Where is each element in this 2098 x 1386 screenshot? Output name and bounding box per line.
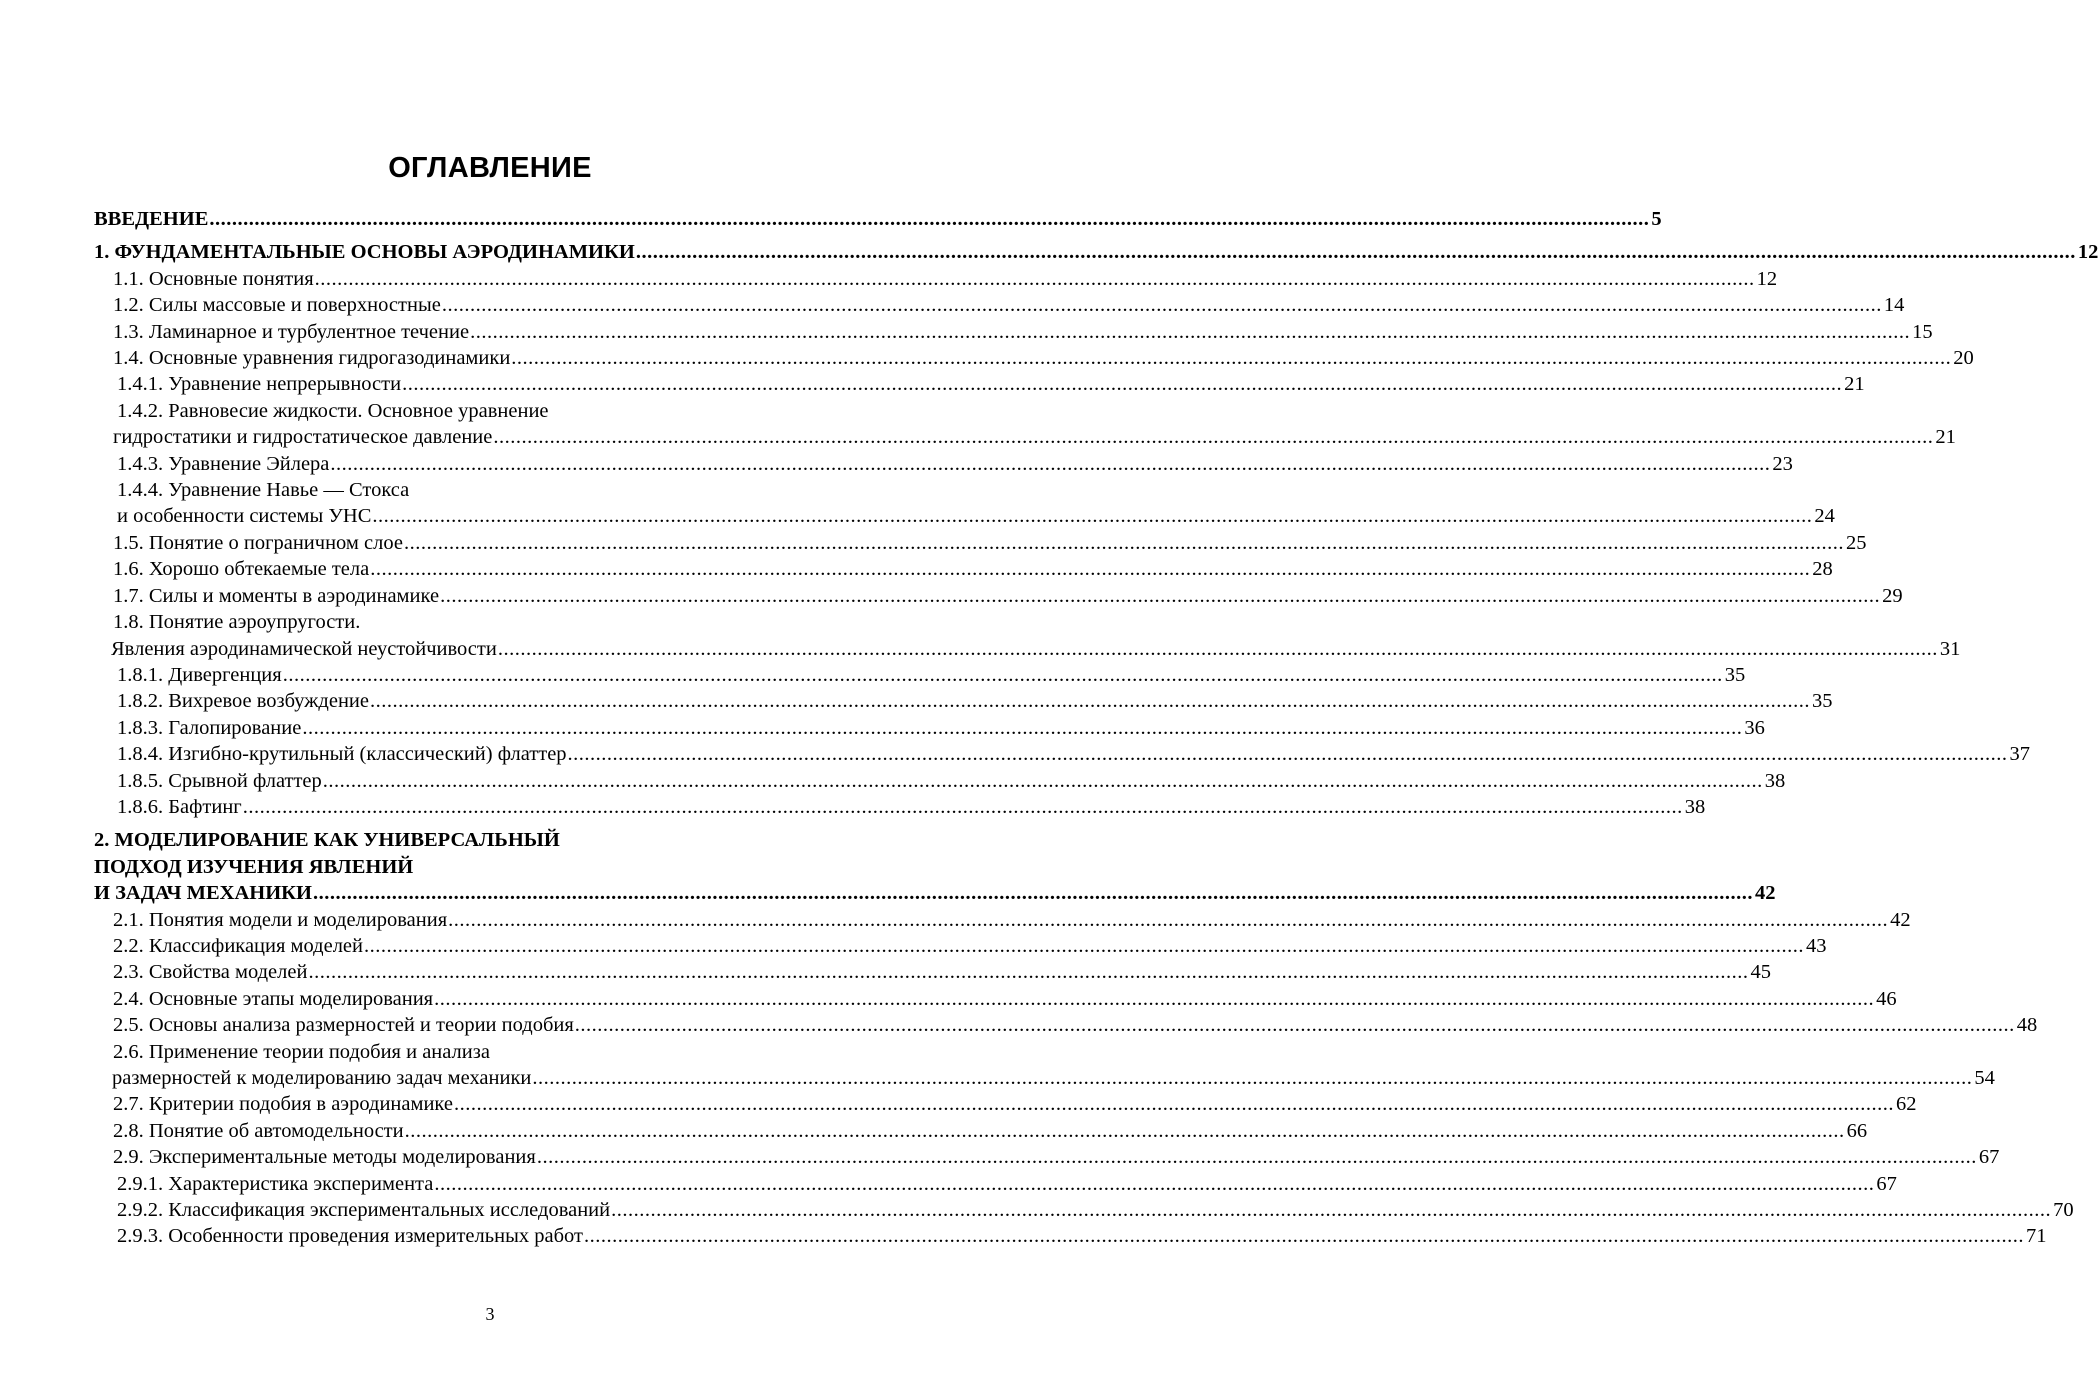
- toc-entry-title: 2.7. Критерии подобия в аэродинамике: [113, 1093, 453, 1116]
- toc-entry-page: 29: [1882, 584, 1903, 607]
- dot-leader: [404, 530, 1844, 556]
- toc-entry-1-4-3[interactable]: [0, 451, 1793, 477]
- toc-entry-title: 1.6. Хорошо обтекаемые тела: [113, 558, 370, 581]
- toc-entry-title-line: 2. МОДЕЛИРОВАНИЕ КАК УНИВЕРСАЛЬНЫЙ: [94, 829, 560, 852]
- toc-entry-2-7[interactable]: [0, 1091, 1917, 1117]
- dot-leader: [440, 583, 1880, 609]
- toc-entry-1-5[interactable]: [0, 530, 1867, 556]
- toc-entry-1-7[interactable]: [0, 583, 1903, 609]
- toc-entry-1-3[interactable]: [0, 319, 1933, 345]
- toc-entry-page: 25: [1845, 531, 1867, 554]
- toc-entry-title: 1.4. Основные уравнения гидрогазодинамики: [113, 347, 511, 370]
- toc-entry-1-6[interactable]: [0, 556, 1833, 582]
- toc-entry-page: 42: [1755, 882, 1776, 905]
- toc-entry-title: Явления аэродинамической неустойчивости: [111, 637, 497, 660]
- toc-entry-title: 1. ФУНДАМЕНТАЛЬНЫЕ ОСНОВЫ АЭРОДИНАМИКИ: [94, 241, 635, 264]
- toc-entry-1-8-5[interactable]: [0, 768, 1786, 794]
- toc-entry-title: 1.8.2. Вихревое возбуждение: [117, 690, 370, 713]
- dot-leader: [364, 933, 1804, 959]
- toc-entry-2-3[interactable]: [0, 959, 1771, 985]
- dot-leader: [405, 1118, 1845, 1144]
- toc-entry-1-8-1[interactable]: [0, 662, 1746, 688]
- toc-entry-page: 12: [2077, 241, 2098, 264]
- dot-leader: [434, 1171, 1874, 1197]
- toc-entry-page: 12: [1756, 267, 1778, 290]
- toc-entry-page: 24: [1814, 505, 1835, 528]
- dot-leader: [370, 688, 1810, 714]
- toc-entry-2-8[interactable]: [0, 1118, 1868, 1144]
- dot-leader: [370, 556, 1810, 582]
- toc-entry-page: 66: [1846, 1119, 1868, 1142]
- toc-entry-2-9-2[interactable]: [0, 1197, 2074, 1223]
- toc-entry-2-9[interactable]: [0, 1144, 2000, 1170]
- toc-entry-1-2[interactable]: [0, 292, 1905, 318]
- dot-leader: [448, 907, 1888, 933]
- toc-entry-title: 2.5. Основы анализа размерностей и теории подобия: [113, 1014, 574, 1037]
- toc-entry-title: 1.5. Понятие о пограничном слое: [113, 531, 403, 554]
- toc-entry-chapter-2[interactable]: [0, 827, 1776, 906]
- dot-leader: [454, 1091, 1894, 1117]
- dot-leader: [575, 1012, 2015, 1038]
- toc-entry-title: 1.8.4. Изгибно-крутильный (классический) флаттер: [117, 743, 567, 766]
- dot-leader: [442, 292, 1882, 318]
- toc-entry-title-line: 1.4.2. Равновесие жидкости. Основное уравнение: [117, 399, 549, 422]
- toc-entry-title-line: 1.8. Понятие аэроупругости.: [113, 611, 361, 634]
- toc-entry-page: 67: [1876, 1172, 1897, 1195]
- toc-entry-2-2[interactable]: [0, 933, 1827, 959]
- toc-entry-title: и особенности системы УНС: [117, 505, 372, 528]
- dot-leader: [313, 880, 1753, 906]
- dot-leader: [584, 1223, 2024, 1249]
- toc-entry-title: 1.8.3. Галопирование: [117, 716, 302, 739]
- toc-entry-title: ВВЕДЕНИЕ: [94, 208, 209, 230]
- toc-entry-page: 36: [1744, 716, 1765, 739]
- dot-leader: [470, 319, 1910, 345]
- toc-entry-1-1[interactable]: [0, 266, 1778, 292]
- toc-entry-page: 28: [1812, 558, 1833, 581]
- toc-entry-title: 2.9.1. Характеристика эксперимента: [117, 1172, 434, 1195]
- page-number: 3: [485, 1304, 495, 1324]
- toc-entry-2-9-1[interactable]: [0, 1171, 1897, 1197]
- toc-entry-page: 23: [1772, 452, 1793, 475]
- toc-entry-page: 42: [1890, 908, 1911, 931]
- toc-entry-1-4[interactable]: [0, 345, 1974, 371]
- toc-entry-page: 35: [1724, 663, 1746, 686]
- toc-entry-page: 20: [1953, 347, 1974, 370]
- dot-leader: [611, 1197, 2051, 1223]
- toc-entry-page: 71: [2025, 1225, 2047, 1248]
- toc-entry-1-4-1[interactable]: [0, 371, 1865, 397]
- toc-entry-page: 15: [1912, 320, 1933, 343]
- toc-entry-page: 70: [2053, 1199, 2074, 1222]
- toc-entry-2-6[interactable]: [0, 1039, 1995, 1092]
- dot-leader: [537, 1144, 1977, 1170]
- toc-entry-title: 2.9.2. Классификация экспериментальных исследований: [117, 1199, 611, 1222]
- dot-leader: [402, 371, 1842, 397]
- dot-leader: [243, 794, 1683, 820]
- toc-entry-title-line: 1.4.4. Уравнение Навье — Стокса: [117, 479, 410, 502]
- toc-entry-page: 38: [1764, 769, 1786, 792]
- toc-entry-title-line: 2.6. Применение теории подобия и анализа: [113, 1040, 490, 1063]
- toc-entry-introduction[interactable]: [0, 206, 1662, 232]
- dot-leader: [493, 424, 1933, 450]
- toc-entry-page: 54: [1974, 1067, 1995, 1089]
- toc-entry-title: размерностей к моделированию задач механики: [112, 1067, 532, 1089]
- toc-entry-page: 38: [1684, 795, 1706, 818]
- toc-entry-1-4-2[interactable]: [0, 398, 1956, 451]
- toc-entry-page: 5: [1651, 208, 1662, 230]
- toc-entry-title: 2.1. Понятия модели и моделирования: [113, 908, 448, 931]
- toc-entry-title: 1.1. Основные понятия: [113, 267, 314, 290]
- toc-entry-title-line: ПОДХОД ИЗУЧЕНИЯ ЯВЛЕНИЙ: [94, 855, 414, 878]
- dot-leader: [315, 266, 1755, 292]
- toc-entry-2-1[interactable]: [0, 907, 1911, 933]
- toc-entry-title: 2.4. Основные этапы моделирования: [113, 987, 434, 1010]
- toc-entry-title: гидростатики и гидростатическое давление: [113, 426, 493, 449]
- toc-entry-title: 1.4.3. Уравнение Эйлера: [117, 452, 330, 475]
- toc-entry-page: 46: [1876, 987, 1897, 1010]
- dot-leader: [283, 662, 1723, 688]
- toc-entry-page: 14: [1883, 294, 1905, 317]
- dot-leader: [209, 206, 1649, 232]
- toc-entry-page: 48: [2016, 1014, 2038, 1037]
- toc-entry-title: 2.9.3. Особенности проведения измерительных работ: [117, 1225, 583, 1248]
- toc-entry-title: 2.9. Экспериментальные методы моделирования: [113, 1146, 536, 1169]
- toc-entry-page: 67: [1978, 1146, 2000, 1169]
- dot-leader: [532, 1065, 1972, 1091]
- dot-leader: [372, 503, 1812, 529]
- toc-entry-page: 43: [1806, 934, 1827, 957]
- toc-entry-title: 1.7. Силы и моменты в аэродинамике: [113, 584, 440, 607]
- toc-entry-title: 1.3. Ламинарное и турбулентное течение: [113, 320, 470, 343]
- toc-entry-title: 1.8.5. Срывной флаттер: [117, 769, 322, 792]
- toc-entry-page: 62: [1895, 1093, 1917, 1116]
- toc-entry-1-8-6[interactable]: [0, 794, 1706, 820]
- toc-entry-page: 31: [1939, 637, 1961, 660]
- dot-leader: [434, 986, 1874, 1012]
- page-title: ОГЛАВЛЕНИЕ: [388, 152, 592, 184]
- dot-leader: [511, 345, 1951, 371]
- toc-entry-2-5[interactable]: [0, 1012, 2038, 1038]
- toc-entry-page: 35: [1812, 690, 1833, 713]
- dot-leader: [302, 715, 1742, 741]
- dot-leader: [636, 239, 2076, 265]
- toc-entry-1-4-4[interactable]: [0, 477, 1835, 530]
- toc-entry-page: 21: [1935, 426, 1956, 449]
- toc-entry-page: 37: [2009, 743, 2031, 766]
- toc-entry-title: 2.3. Свойства моделей: [113, 961, 308, 984]
- table-of-contents: [0, 206, 2098, 1250]
- toc-entry-title: 1.4.1. Уравнение непрерывности: [117, 373, 402, 396]
- toc-entry-title: 1.8.1. Дивергенция: [117, 663, 282, 686]
- toc-entry-1-8-4[interactable]: [0, 741, 2031, 767]
- toc-entry-chapter-1[interactable]: [0, 239, 2098, 265]
- toc-entry-page: 45: [1750, 961, 1771, 984]
- dot-leader: [323, 768, 1763, 794]
- toc-entry-title: 1.8.6. Бафтинг: [117, 795, 242, 818]
- dot-leader: [568, 741, 2008, 767]
- toc-entry-title: 1.2. Силы массовые и поверхностные: [113, 294, 441, 317]
- toc-entry-1-8-3[interactable]: [0, 715, 1765, 741]
- toc-entry-page: 21: [1844, 373, 1865, 396]
- toc-entry-title: И ЗАДАЧ МЕХАНИКИ: [94, 882, 312, 905]
- toc-entry-2-4[interactable]: [0, 986, 1897, 1012]
- dot-leader: [308, 959, 1748, 985]
- dot-leader: [498, 636, 1938, 662]
- toc-entry-2-9-3[interactable]: [0, 1223, 2047, 1249]
- dot-leader: [330, 451, 1770, 477]
- toc-entry-1-8[interactable]: [0, 609, 1961, 662]
- toc-entry-title: 2.2. Классификация моделей: [113, 934, 364, 957]
- toc-entry-1-8-2[interactable]: [0, 688, 1833, 714]
- toc-entry-title: 2.8. Понятие об автомодельности: [113, 1119, 404, 1142]
